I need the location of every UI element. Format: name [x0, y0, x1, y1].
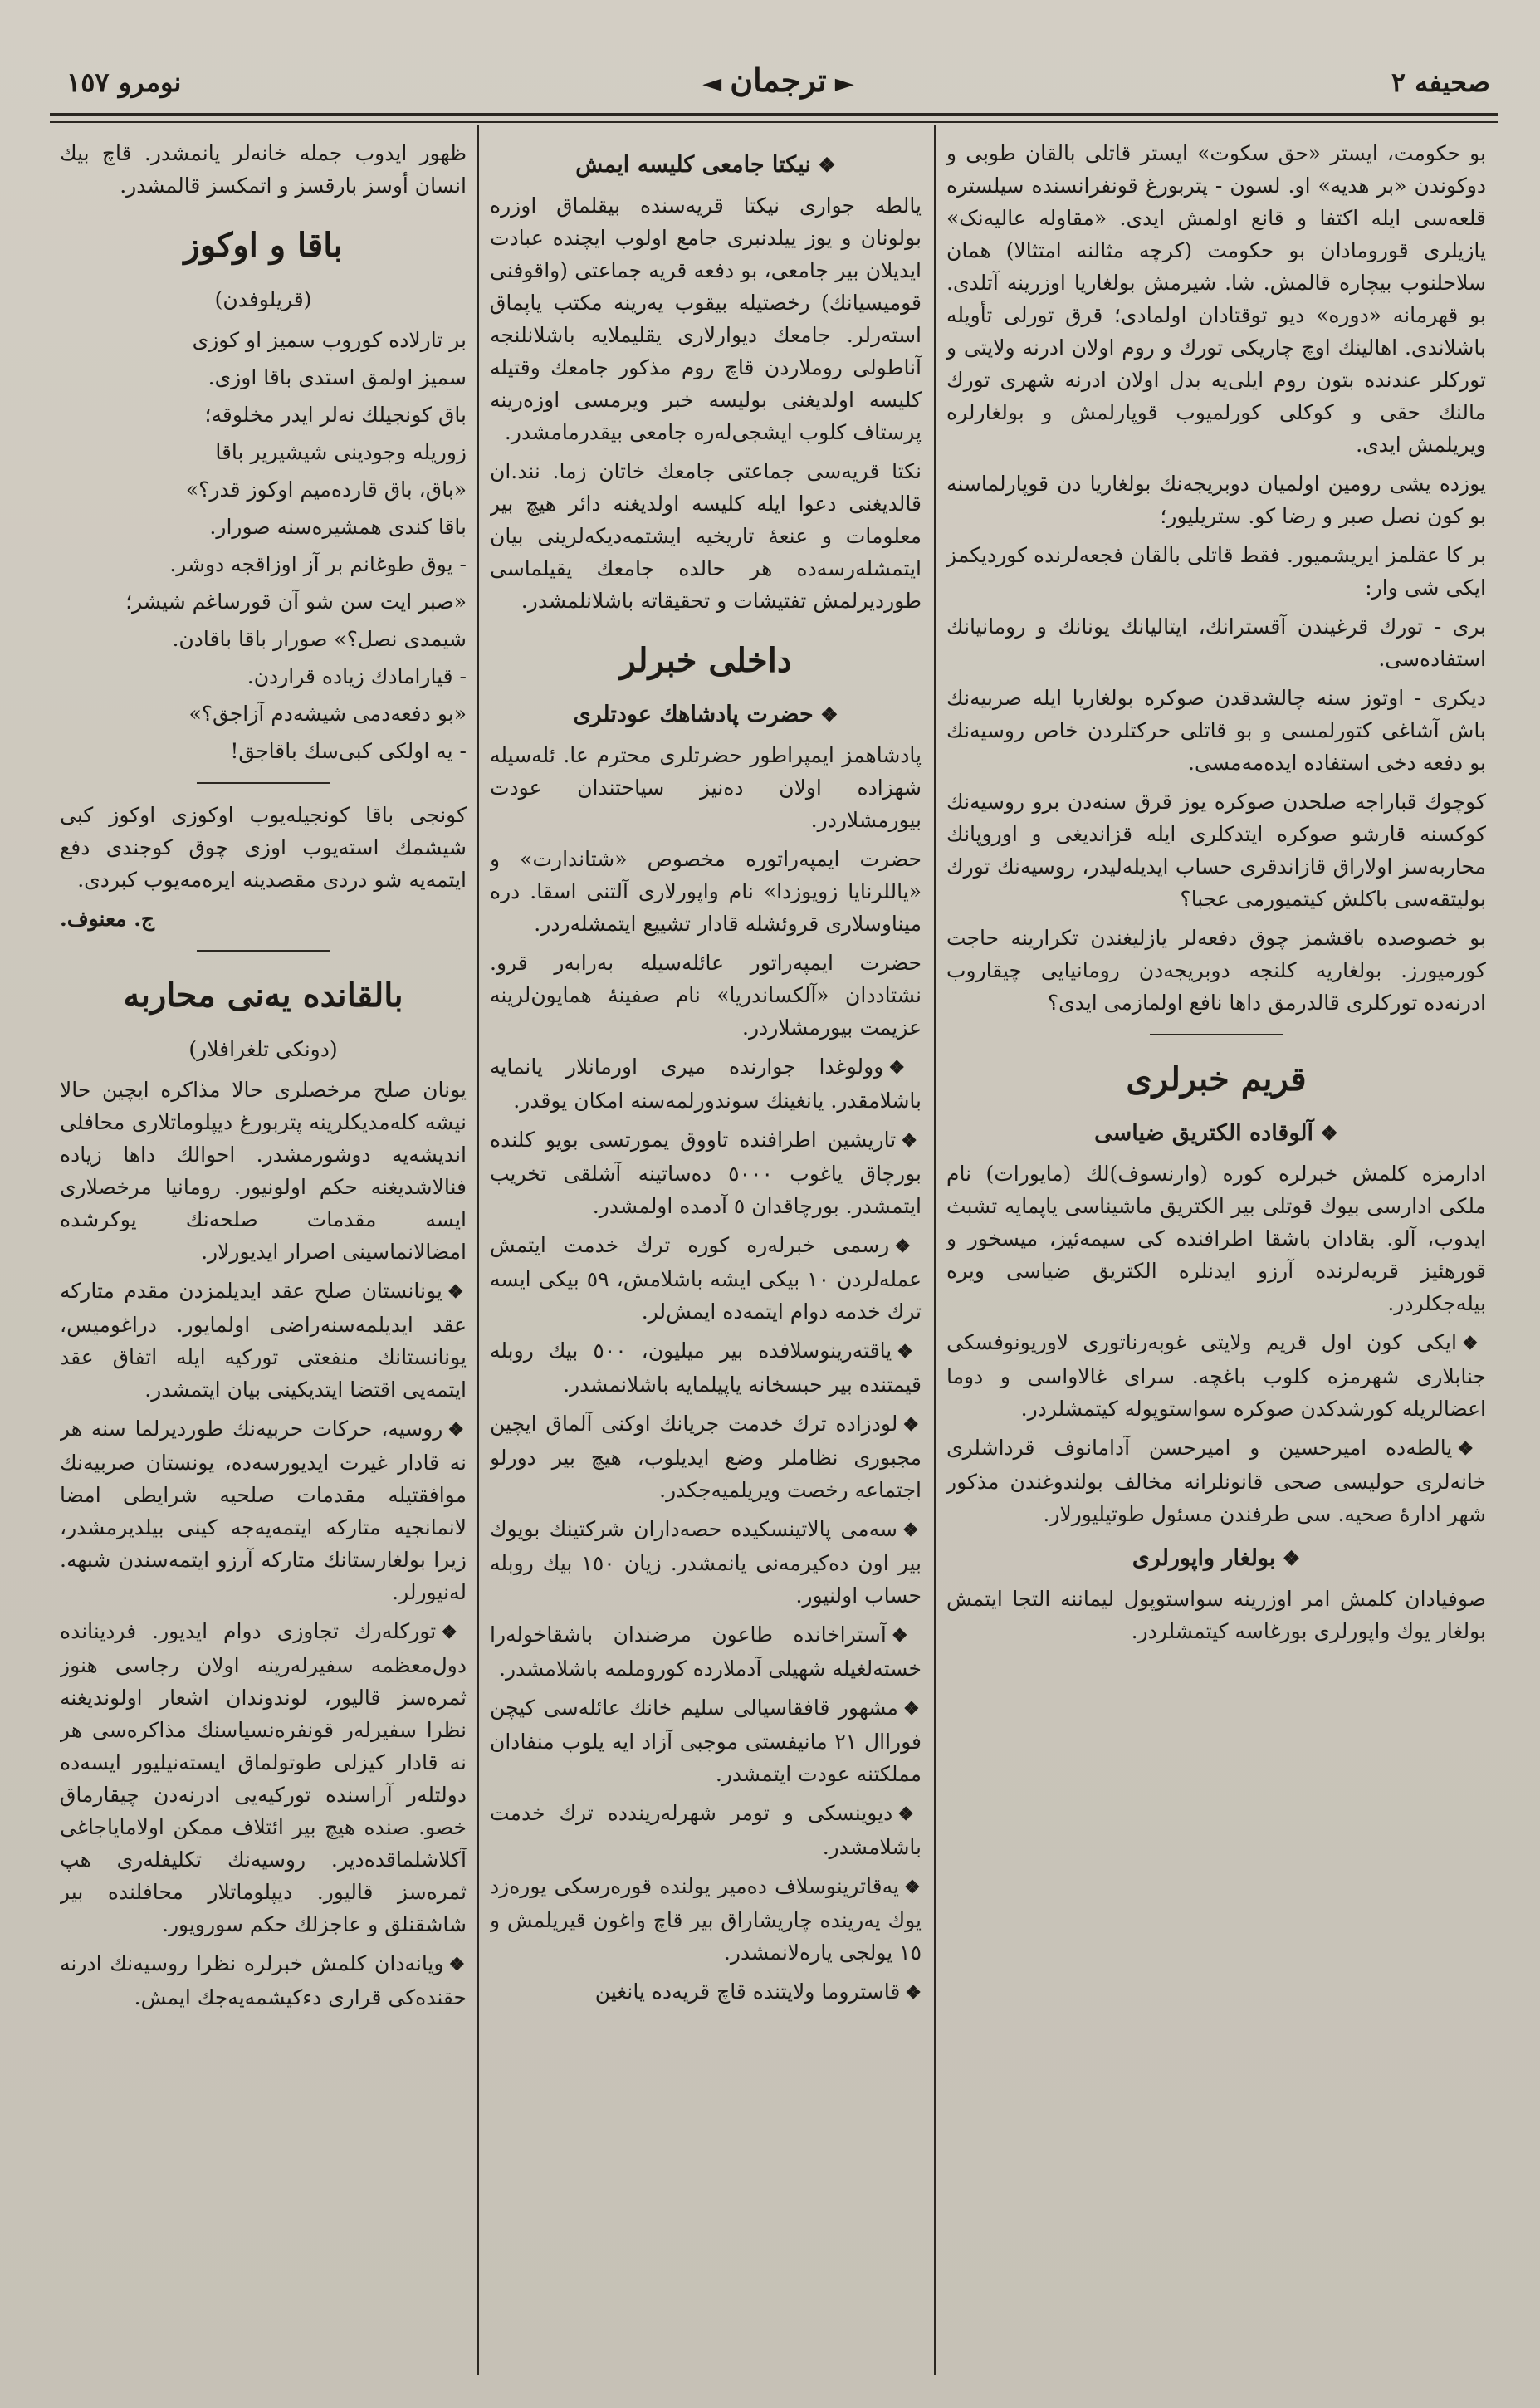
bullet-icon: ❖ [891, 1625, 922, 1647]
bullet-icon: ❖ [448, 1954, 467, 1975]
bullet-icon: ❖ [441, 1622, 467, 1643]
news-item: ❖تاریشین اطرافنده تاووق یمورتسی بویو کلنده بورچاق یاغوب ٥٠٠٠ دەساتینه آشلقی تخریب ایتمشدر. بورچاقدان ٥ آدمده اولمشدر. [490, 1128, 922, 1218]
page-header [66, 58, 1490, 116]
section-heading-war: بالقانده یه‌نی محاربه [123, 976, 403, 1015]
bullet-icon: ❖ [905, 1982, 922, 2004]
section-separator [1150, 1034, 1283, 1035]
poem-moral: کونجی باقا کونجیله‌یوب اوکوزی اوکوز کبی شیشمك استه‌یوب اوزی چوق کوجندی دفع ایتمه‌یه شو دردی مقصدینه ایره‌مه‌یوب کبردی. [60, 803, 467, 892]
bullet-icon: ❖ [894, 1236, 922, 1257]
masthead [66, 61, 1490, 99]
bullet-icon: ❖ [897, 1341, 922, 1363]
news-item: صوفیادان کلمش امر اوزرینه سواستوپول لیماننه التجا ایتمش بولغار یوك واپورلری بورغاسه کیتمشلردر. [946, 1587, 1486, 1643]
article-paragraph: پادشاهمز ایمپراطور حضرتلری محترم عا. ئله‌سیله شهزاده اولان دەنیز سیاحتندان عودت بیورمشلاردر. [490, 743, 922, 832]
subheading: ❖ حضرت پادشاهك عودتلری [573, 702, 838, 727]
news-item: ❖سه‌می پالاتینسکیده حصه‌داران شرکتینك بویوك بیر اون ده‌کیرمه‌نی یانمشدر. زیان ١٥٠ بیك روبله حساب اولنیور. [490, 1517, 922, 1608]
article-paragraph: بری - تورك قرغیندن آقسترانك، ایتالیانك یونانك و رومانیانك استفاده‌سی. [946, 614, 1486, 671]
article-paragraph: دیکری - اوتوز سنه چالشدقدن صوکره بولغاریا ایله صربیه‌نك باش آشاغی کتورلمسی و بو قاتلی حرکتلردن خاص روسیه‌نك بو دفعه دخی استفاده ایده‌مه‌مسی. [946, 686, 1486, 775]
section-separator [197, 782, 330, 784]
bullet-icon: ❖ [902, 1414, 922, 1436]
bullet-icon: ❖ [813, 702, 838, 727]
subheading: ❖ بولغار واپورلری [1132, 1545, 1301, 1571]
poem-title: باقا و اوکوز [183, 226, 343, 265]
news-item: ❖یه‌قاترینوسلاف دەمیر یولنده قوره‌رسکی یوره‌زد یوك یه‌رینده چاریشاراق بیر قاچ واغون قیریلمش و ١٥ یولجی یارەلانمشدر. [490, 1874, 922, 1965]
poem-line: - قیارامادك زیاده قراردن. [247, 664, 467, 688]
subheading: ❖ نیکتا جامعی کلیسه ایمش [575, 152, 836, 178]
section-heading-domestic: داخلی خبرلر [619, 641, 792, 680]
poem-line: باقا کندی همشیره‌سنه صورار. [209, 515, 467, 539]
poem-line: شیمدی نصل؟» صورار باقا باقادن. [172, 627, 467, 651]
article-paragraph: حضرت ایمپه‌راتور عائله‌سیله به‌رابه‌ر قرو. نشتاددان «آلکساندریا» نام صفینهٔ همایون‌لرینه عزیمت بیورمشلاردر. [490, 951, 922, 1040]
poem-line: - یوق طوغانم بر آز اوزاقجه دوشر. [169, 552, 467, 576]
article-paragraph: بر کا عقلمز ایریشمیور. فقط قاتلی بالقان فجعه‌لرنده کوردیکمز ایکی شی وار: [946, 543, 1486, 600]
news-item: ❖یاقته‌رینوسلافده بیر میلیون، ٥٠٠ بیك روبله قیمتنده بیر حبسخانه یاپیلمایه باشلانمشدر. [490, 1339, 922, 1397]
article-paragraph: یالطه جواری نیکتا قریه‌سنده بیقلماق اوزره بولونان و یوز ییلدنبری جامع اولوب ایچنده عبادت ایدیلان بیر جامعی، بو دفعه قریه جماعتی (واقوفنی قومیسیانك) رخصتیله بیقوب یه‌رینه مکتب یاپماق استه‌رلر. جامعك دیوارلاری یقلیملایه باشلانلنجه آناطولی روملاردن قاچ روم مذکور جامعك وقتیله کلیسه اولدیغنی بولیسه خبر ویرمسی اوزه‌رینه پرستاف کلوب ایشجی‌له‌ره جامعی بیقدرمامشدر. [490, 193, 922, 444]
section-source: (دونکی تلغرافلار) [188, 1037, 338, 1061]
page-number: صحيفه ٢ [1391, 66, 1490, 98]
section-heading-crimea: قریم خبرلری [1126, 1060, 1307, 1099]
poem-line: «باق، باق قارده‌میم اوکوز قدر؟» [185, 477, 467, 502]
bullet-icon: ❖ [447, 1281, 467, 1303]
bullet-icon: ❖ [897, 1804, 922, 1825]
article-paragraph: بو خصوصده باقشمز چوق دفعه‌لر یازلیغندن تکرارینه حاجت کورمیورز. بولغاریه کلنجه دوبریجه‌دن رومانیایی چیقاروب ادرنه‌ده تورکلری قالدرمق داها نافع اولمازمی ایدی؟ [946, 926, 1486, 1015]
author-signature: ج. معنوف. [60, 907, 155, 931]
bullet-icon: ❖ [1313, 1121, 1338, 1145]
issue-number: نومرو ١٥٧ [66, 66, 182, 98]
ornament-left-icon: ◄ [702, 69, 722, 98]
news-item: ❖لودزاده ترك خدمت جریانك اوکنی آلماق ایچین مجبوری نظاملر وضع ایدیلوب، هیچ بیر دورلو اجتماعه رخصت ویریلمیه‌جکدر. [490, 1412, 922, 1502]
article-paragraph: حضرت ایمپه‌راتوره مخصوص «شتاندارت» و «یاللرنایا زویوزدا» نام واپورلاری آلتنی اسقا. دره میناوسلاری قروئشله قادار تشییع ایتمشله‌ردر. [490, 847, 922, 936]
article-paragraph: یوزده یشی رومین اولمیان دوبریجه‌نك بولغاریا دن قوپارلماسنه بو کون نصل صبر و رضا کو. ستریلیور؛ [946, 472, 1486, 528]
news-item: ❖یالطه‌ده امیرحسین و امیرحسن آدامانوف قرداشلری خانه‌لری حولیسی صحی قانونلرانه مخالف بولندوغندن مذکور شهر ادارهٔ صحیه. سی طرفندن مسئول طوتیلیورلار. [946, 1436, 1486, 1526]
article-paragraph: یونان صلح مرخصلری حالا مذاکره ایچین حالا نیشه کله‌مدیکلرینه پتربورغ دیپلوماتلاری محافلی اندیشه‌یه دوشورمشدر. احوالك داها زیاده فنالاشدیغنه حکم اولونیور. رومانیا مرخصلاری ایسه مقدمات صلحه‌نك یوکرشده امضالانماسینی اصرار ایدیورلار. [60, 1078, 467, 1264]
poem-line: - یه اولکی کبی‌سك باقاجق! [230, 739, 467, 763]
news-item: ادارمزه کلمش خبرلره کوره (وارنسوف)لك (مایورات) نام ملکی ادارسی بیوك قوتلی بیر الکتریق ماشینا‌سی یاپمایه تشبث ایدوب، آلو. بقادان باشقا اطرافنده کی سیمه‌ئیز، میسخور و قورهئیز قریه‌لرنده آرزو ایدنلره الکتریق ضیاسی ویره بیله‌جکلردر. [946, 1162, 1486, 1315]
column-right [946, 137, 1486, 2375]
newspaper-name: ترجمان [730, 61, 827, 99]
poem-line: زوریله وجودینی شیشیریر باقا [215, 440, 467, 464]
news-item: ❖آستراخانده طاعون مرضندان باشقا‌خولەرا خسته‌لغیله شهیلی آدملارده کوروملمه باشلامشدر. [490, 1622, 922, 1681]
news-item: ❖تورکله‌رك تجاوزی دوام ایدیور. فردینانده دول‌معظمه سفیرله‌رینه اولان رجاسی هنوز ثمرەسز قالیور، لوندوندان اشعار اولوندیغنه نظرا سفیرله‌ر قونفرەنسیاسنك مذاکره‌سی هر نه قادار کیزلی طوتولماق ایسته‌نیلیور ایسه‌ده دولتله‌ر آراسنده تورکیه‌یی ادرنه‌دن چیقارماق خصو. صنده هیچ بیر ائتلاف ممکن اولامایاجاغی آکلاشلماقده‌دیر. روسیه‌نك تکلیفله‌ری هپ ثمره‌سز قالیور. دیپلوماتلار محافلنده بیر شاشقنلق و عاجزلك حکم سورویور. [60, 1619, 467, 1936]
bullet-icon: ❖ [1275, 1546, 1301, 1570]
news-item: ❖یونانستان صلح عقد ایدیلمزدن مقدم متارکه عقد ایدیلمه‌سنه‌راضی اولمایور. دراغومیس، یونانستانك منفعتی تورکیه ایله اتفاق عقد ایتمه‌یی اقتضا ایتدیکینی بیان ایتمشدر. [60, 1279, 467, 1402]
bullet-icon: ❖ [1457, 1438, 1486, 1460]
news-item: ❖مشهور قافقاسیالی سلیم خانك عائله‌سی کیچن فوراال ٢١ مانیفستی موجبی آزاد ایه یلوب منفادان مملکتنه عودت ایتمشدر. [490, 1696, 922, 1786]
subheading: ❖ آلوقاده الکتریق ضیاسی [1094, 1120, 1338, 1146]
poem-line: سمیز اولمق استدی باقا اوزی. [208, 365, 467, 389]
poem-line: بر تارلاده کوروب سمیز او کوزی [192, 328, 467, 352]
bullet-icon: ❖ [901, 1130, 922, 1152]
poem-source: (قریلوفدن) [214, 287, 312, 311]
bullet-icon: ❖ [888, 1057, 922, 1079]
column-divider [934, 125, 936, 2375]
news-item: ❖ویانه‌دان کلمش خبرلره نظرا روسیه‌نك ادرنه حقنده‌کی قراری دءکیشمه‌یه‌جك ایمش. [60, 1951, 467, 2009]
news-item: ❖رسمی خبرله‌ره کوره ترك خدمت ایتمش عمله‌لردن ١٠ بیکی ایشه باشلامش، ٥٩ بیکی ایسه ترك خدمه دوام ایتمه‌ده ایمش‌لر. [490, 1233, 922, 1324]
news-item: ❖دیوینسکی و تومر شهرله‌ریندده ترك خدمت باشلامشدر. [490, 1801, 922, 1859]
bullet-icon: ❖ [1461, 1333, 1486, 1354]
news-item: ❖قاستروما ولایتنده قاچ قریه‌ده یانغین [594, 1980, 922, 2004]
poem-line: باق کونجیلك نه‌لر ایدر مخلوقه؛ [204, 403, 467, 427]
article-paragraph: کوچوك قباراجه صلحدن صوکره یوز قرق سنه‌دن برو روسیه‌نك کوکسنه قارشو صوکره ایتدکلری ایله قزاندیغی و اوروپانك محاربه‌سز اولاراق قازاندقری حساب ایدیله‌لیدر، روسیه‌نك تورك بولیتقه‌سی باکلش کیتمیورمی عجبا؟ [946, 790, 1486, 911]
article-paragraph: ظهور ایدوب جمله خانه‌لر یانمشدر. قاچ بیك انسان أوسز بارقسز و اتمکسز قالمشدر. [60, 141, 467, 198]
bullet-icon: ❖ [902, 1520, 922, 1541]
article-paragraph: بو حکومت، ایستر «حق سکوت» ایستر قاتلی بالقان طوبی و دوکوندن «بر هدیه» او. لسون - پتربورغ قونفرانسنده سیلستره قلعه‌سی ایله اکتفا و قانع اولمش ایدی. «مقاوله عالیه‌نک» یازیلری قورومادان بو حکومت (کرچه مثالنه امتثالا) همان سلاحلنوب بیچاره قالمش. شا. شیرمش بولغاریا اوزرینه آتلدی. بو قهرمانه «دوره» دیو توقتادان اولمادی؛ قرق تورلی تأویله باشلاندی. اهالینك اوچ چاریکی تورك و روم اولان ادرنه ولایتی و تورکلر عندنده بتون روم ایلی‌یه بدل اولان ادرنه شهری تورك مالنك حقی و کوکلی کورلمیوب قوپارلمش و بولغارلره ویریلمش ایدی. [946, 141, 1486, 457]
poem-line: «بو دفعه‌دمی شیشه‌دم آزاجق؟» [188, 702, 467, 726]
news-item: ❖وولوغدا جوارنده میری اورمانلار یانمایه باشلامقدر. یانغینك سوندورلمه‌سنه امکان یوقدر. [490, 1055, 922, 1113]
column-left [60, 137, 467, 2375]
header-rule-thin [50, 121, 1498, 123]
header-rule [50, 113, 1498, 116]
bullet-icon: ❖ [447, 1419, 467, 1441]
bullet-icon: ❖ [902, 1698, 922, 1720]
section-separator [197, 950, 330, 952]
poem-line: «صبر ایت سن شو آن قورساغم شیشر؛ [125, 590, 467, 614]
bullet-icon: ❖ [810, 153, 836, 177]
article-paragraph: نکتا قریه‌سی جماعتی جامعك خاتان زما. نند.ان قالدیغنی دعوا ایله کلیسه اولدیغنه دائر هیچ بیر معلومات و عنعهٔ تاریخیه ایشتمه‌دیکه‌لرینی بیان ایتمشله‌رسه‌ده هر حالده جامعك یقیلماسی طوردیرلمش تفتیشات و تحقیقاته باشلانلمشدر. [490, 459, 922, 613]
poem [60, 324, 467, 767]
column-middle [490, 137, 922, 2375]
news-item: ❖روسیه، حرکات حربیه‌نك طوردیرلما سنه هر نه قادار غیرت ایدیورسه‌ده، یونستان صربیه‌نك موافقتیله مقدمات صلحیه شرایطی امضا لانمانجیه متارکه ایتمه‌یه‌جه کینی بیلدیرمشدر، زیرا بولغارستانك متارکه آرزو ایتمه‌سندن شبهه. له‌نیورلر. [60, 1417, 467, 1604]
ornament-right-icon: ► [834, 69, 854, 98]
bullet-icon: ❖ [903, 1877, 922, 1898]
column-divider [477, 125, 479, 2375]
news-item: ❖ایکی کون اول قریم ولایتی غوبه‌رناتوری لاوریونوفسکی جنابلاری شهرمزه کلوب باغچه. سرای غالاواسی و دوما اعضالریله کورشدکدن صوکره سواستوپوله کیتمشلردر. [946, 1330, 1486, 1421]
